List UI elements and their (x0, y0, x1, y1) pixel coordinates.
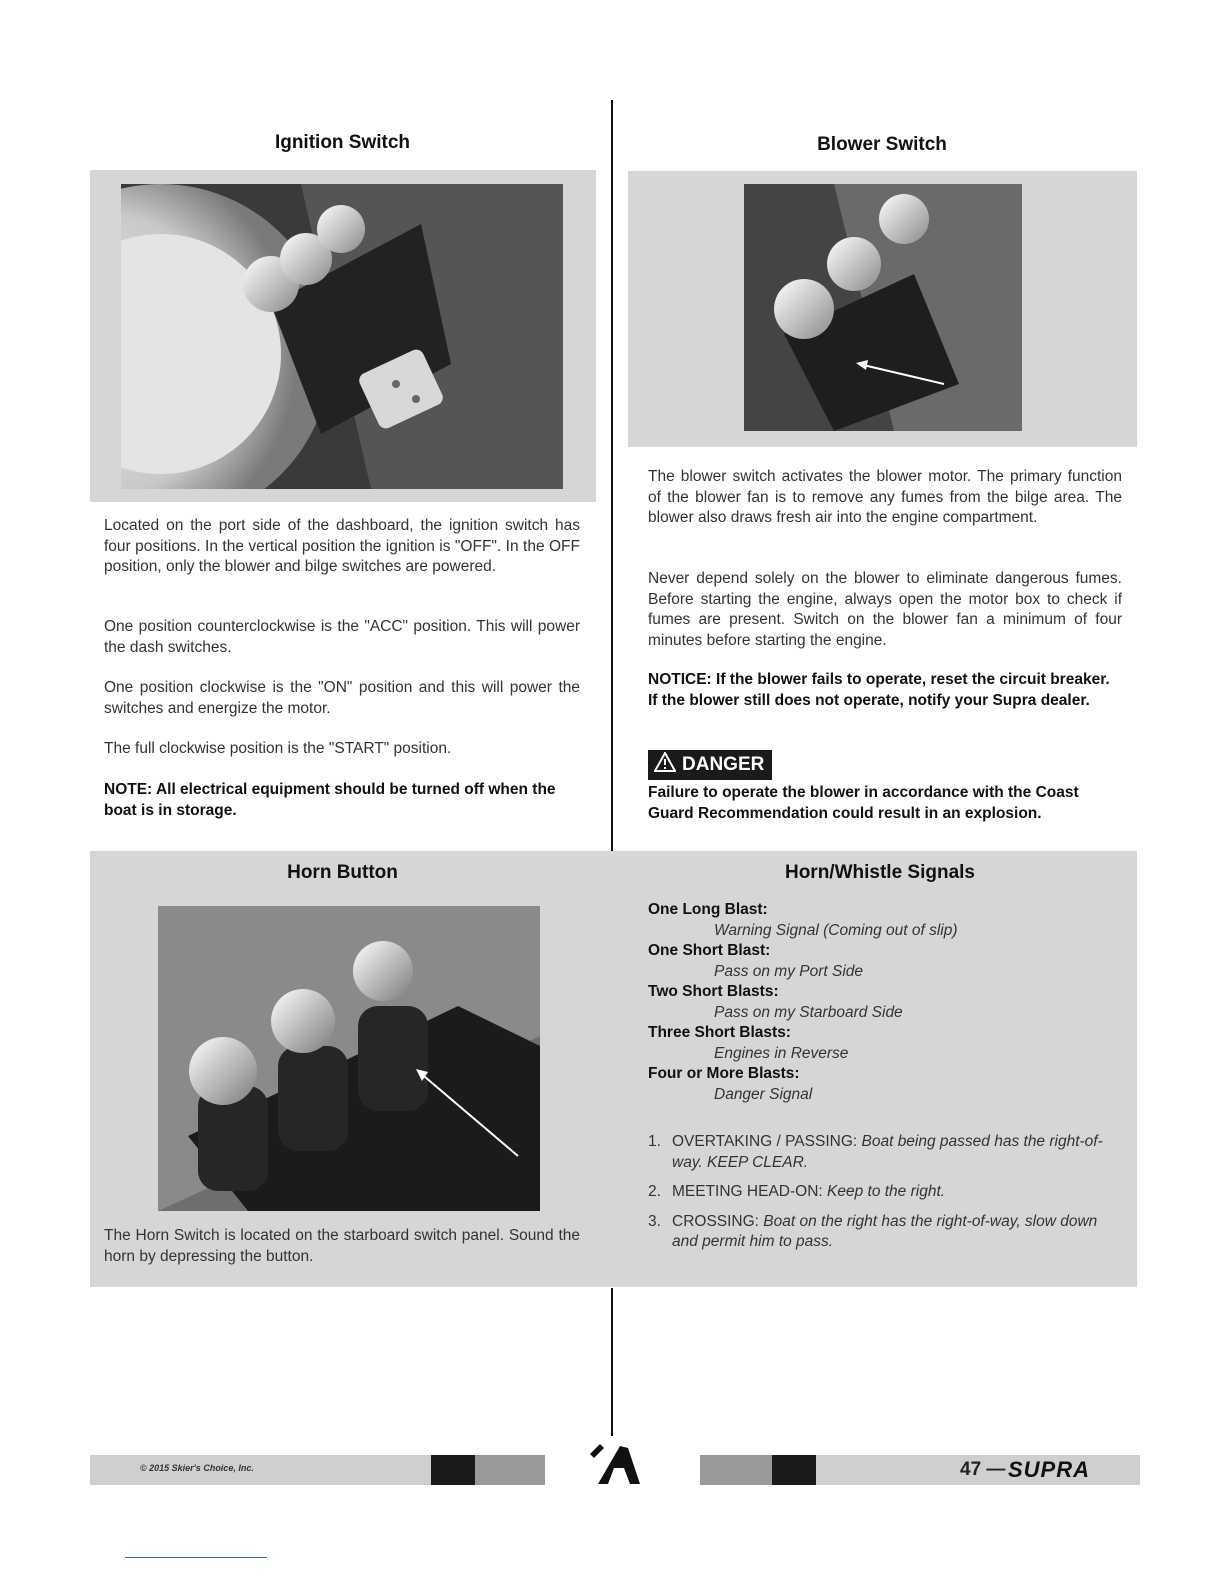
rule-number: 1. (648, 1133, 661, 1150)
signal-label: Two Short Blasts: (648, 983, 779, 1000)
signal-desc: Pass on my Port Side (714, 962, 864, 980)
horn-photo (158, 906, 540, 1211)
signal-desc: Danger Signal (714, 1085, 813, 1103)
rule-body (672, 1182, 945, 1203)
bottom-rule (125, 1557, 267, 1558)
footer-block-left-gray (475, 1455, 545, 1485)
signal-item (648, 900, 1122, 941)
supra-a-logo (584, 1440, 654, 1488)
rule-title: MEETING HEAD-ON: (672, 1183, 823, 1200)
footer-block-left-dark (431, 1455, 475, 1485)
ignition-para-3: One position clockwise is the "ON" position and this will power the switches and energize the motor. (104, 679, 580, 717)
blower-photo (744, 184, 1022, 431)
signal-item (648, 1064, 1122, 1105)
ignition-para-1: Located on the port side of the dashboard, the ignition switch has four positions. In the vertical position the ignition is "OFF". In the OFF position, only the blower and bilge switches are powered. (104, 517, 580, 575)
signal-desc: Engines in Reverse (714, 1044, 849, 1062)
footer-brand: SUPRA (1008, 1457, 1091, 1482)
rules-list (648, 1132, 1122, 1262)
horn-para: The Horn Switch is located on the starboard switch panel. Sound the horn by depressing the button. (104, 1227, 580, 1265)
blower-notice: NOTICE: If the blower fails to operate, reset the circuit breaker. If the blower still does not operate, notify your Supra dealer. (648, 671, 1110, 709)
blower-title: Blower Switch (817, 134, 947, 155)
rule-number: 2. (648, 1183, 661, 1200)
rule-desc: Boat on the right has the right-of-way, slow down and permit him to pass. (672, 1212, 1098, 1250)
rule-body (672, 1132, 1122, 1173)
rule-desc: Boat being passed has the right-of-way. KEEP CLEAR. (672, 1133, 1103, 1171)
footer-block-right-gray (700, 1455, 772, 1485)
center-divider (611, 100, 613, 852)
ignition-title: Ignition Switch (274, 132, 411, 153)
signal-label: One Long Blast: (648, 901, 768, 918)
signals-list (648, 900, 1122, 1105)
signal-item (648, 982, 1122, 1023)
ignition-note: NOTE: All electrical equipment should be turned off when the boat is in storage. (104, 781, 556, 819)
signal-label: Four or More Blasts: (648, 1065, 800, 1082)
signal-label: Three Short Blasts: (648, 1024, 791, 1041)
ignition-para-2: One position counterclockwise is the "ACC" position. This will power the dash switches. (104, 618, 580, 656)
danger-label: DANGER (682, 754, 765, 775)
footer-copyright: © 2015 Skier's Choice, Inc. (140, 1463, 254, 1473)
signal-item (648, 941, 1122, 982)
footer-page-number: 47 — (960, 1459, 1006, 1480)
rule-item (648, 1182, 1122, 1203)
signal-item (648, 1023, 1122, 1064)
rule-title: CROSSING: (672, 1212, 759, 1230)
ignition-photo (121, 184, 563, 489)
warning-triangle-icon (654, 752, 676, 778)
signal-desc: Pass on my Starboard Side (714, 1003, 903, 1021)
rule-item (648, 1132, 1122, 1173)
horn-title: Horn Button (287, 862, 398, 883)
rule-desc: Keep to the right. (827, 1183, 946, 1200)
signal-desc: Warning Signal (Coming out of slip) (714, 921, 958, 939)
signal-label: One Short Blast: (648, 942, 771, 959)
rule-body (672, 1212, 1122, 1253)
rule-item (648, 1212, 1122, 1253)
rule-number: 3. (648, 1212, 661, 1230)
rule-title: OVERTAKING / PASSING: (672, 1133, 858, 1150)
blower-para-1: The blower switch activates the blower motor. The primary function of the blower fan is to remove any fumes from the bilge area. The blower also draws fresh air into the engine compartment. (648, 468, 1122, 526)
danger-badge (648, 750, 772, 780)
signals-title: Horn/Whistle Signals (784, 862, 976, 883)
blower-para-2: Never depend solely on the blower to eliminate dangerous fumes. Before starting the engine, always open the motor box to check if fumes are present. Switch on the blower fan a minimum of four minutes before starting the engine. (648, 570, 1122, 649)
ignition-para-4: The full clockwise position is the "START" position. (104, 740, 452, 757)
footer-block-right-dark (772, 1455, 816, 1485)
danger-text: Failure to operate the blower in accordance with the Coast Guard Recommendation could result in an explosion. (648, 784, 1079, 822)
center-divider-lower (611, 1288, 613, 1436)
